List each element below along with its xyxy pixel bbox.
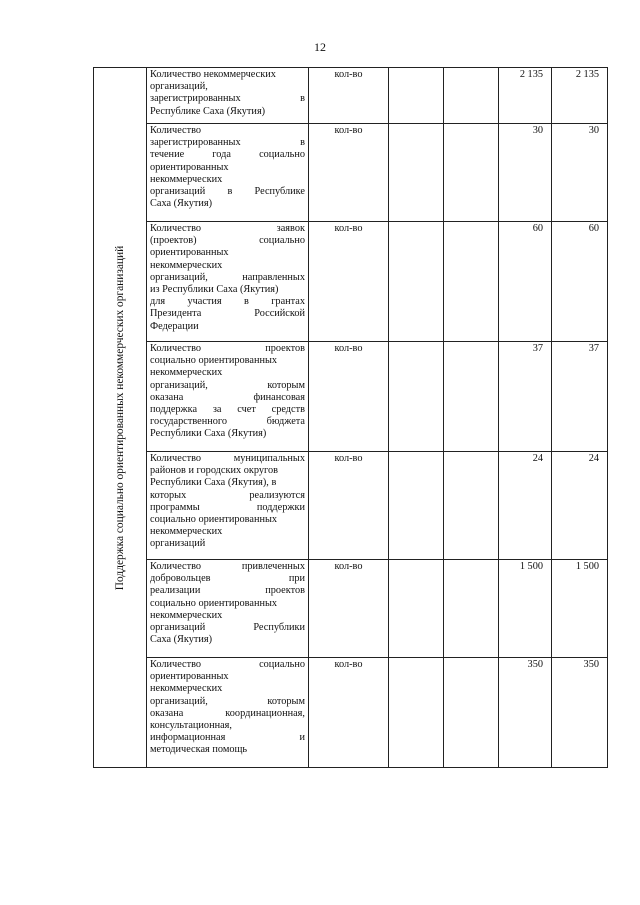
indicator-cell: [147, 658, 309, 768]
indicator-word: проектов: [265, 585, 305, 597]
indicator-line: районов и городских округов: [150, 465, 279, 477]
indicator-cell: [147, 68, 309, 124]
indicator-line: некоммерческих: [150, 367, 223, 379]
indicator-word: счет: [237, 404, 256, 416]
indicator-word: социально: [259, 235, 305, 247]
indicator-word: которым: [267, 695, 305, 707]
indicator-word: года: [212, 149, 231, 161]
indicator-word: Президента: [150, 308, 202, 320]
section-label: Поддержка социально ориентированных некоммерческих организаций: [113, 245, 126, 590]
indicator-line: [150, 696, 305, 708]
empty-cell: [444, 222, 499, 342]
indicator-word: организаций,: [150, 379, 208, 391]
indicator-word: заявок: [276, 223, 305, 234]
empty-cell: [444, 342, 499, 452]
value-cell: 60: [552, 222, 608, 342]
indicator-word: которых: [150, 489, 187, 501]
indicator-line: [150, 149, 305, 161]
table-row: [94, 452, 608, 560]
indicator-cell: [147, 452, 309, 560]
indicator-line: [150, 453, 305, 465]
indicator-line: Республике Саха (Якутия): [150, 105, 266, 117]
indicator-word: оказана: [150, 391, 184, 403]
indicator-cell: [147, 124, 309, 222]
indicator-line: [150, 137, 305, 149]
indicator-word: проектов: [265, 343, 305, 354]
empty-cell: [389, 452, 444, 560]
indicator-line: [150, 659, 305, 671]
value-cell: 2 135: [499, 68, 552, 124]
indicator-line: некоммерческих: [150, 526, 223, 538]
indicator-word: за: [212, 404, 222, 416]
indicator-line: [150, 502, 305, 514]
unit-cell: кол-во: [309, 452, 389, 560]
empty-cell: [389, 658, 444, 768]
table-row: [94, 658, 608, 768]
indicator-line: Количество некоммерческих: [150, 69, 276, 80]
table-row: [94, 222, 608, 342]
indicator-word: реализации: [150, 585, 201, 597]
indicator-word: направленных: [242, 271, 305, 283]
table-row: [94, 124, 608, 222]
indicator-word: которым: [267, 379, 305, 391]
indicator-word: поддержки: [256, 501, 305, 513]
indicator-word: при: [288, 573, 305, 585]
indicator-word: социально: [259, 149, 305, 161]
indicator-line: некоммерческих: [150, 173, 223, 185]
empty-cell: [444, 124, 499, 222]
indicator-line: [150, 732, 305, 744]
value-cell: 30: [552, 124, 608, 222]
indicator-word: добровольцев: [150, 573, 211, 585]
indicator-word: государственного: [150, 416, 227, 428]
indicator-word: грантах: [271, 296, 305, 308]
indicators-table: [93, 67, 608, 768]
indicator-line: ориентированных: [150, 161, 229, 173]
unit-cell: кол-во: [309, 222, 389, 342]
indicator-word: информационная: [150, 732, 226, 744]
unit-cell: кол-во: [309, 560, 389, 658]
indicator-word: социально: [259, 659, 305, 670]
empty-cell: [389, 560, 444, 658]
indicator-word: зарегистрированных: [150, 137, 241, 149]
indicator-word: муниципальных: [233, 453, 305, 464]
indicator-line: некоммерческих: [150, 259, 223, 271]
value-cell: 37: [552, 342, 608, 452]
indicator-word: организаций,: [150, 695, 208, 707]
indicator-line: Саха (Якутия): [150, 198, 213, 210]
indicator-word: организаций,: [150, 271, 208, 283]
indicator-word: организаций: [150, 186, 206, 198]
unit-cell: кол-во: [309, 342, 389, 452]
indicator-word: Республике: [254, 186, 305, 198]
empty-cell: [444, 68, 499, 124]
indicator-word: Российской: [254, 308, 305, 320]
unit-cell: кол-во: [309, 658, 389, 768]
indicator-line: [150, 343, 305, 355]
indicator-line: некоммерческих: [150, 609, 223, 621]
table-row: [94, 68, 608, 124]
indicator-cell: [147, 560, 309, 658]
indicator-word: в: [300, 137, 305, 149]
value-cell: 37: [499, 342, 552, 452]
indicator-word: Количество: [150, 223, 202, 234]
empty-cell: [444, 560, 499, 658]
indicator-word: Количество: [150, 453, 202, 464]
indicator-line: из Республики Саха (Якутия): [150, 284, 279, 296]
indicator-line: [150, 416, 305, 428]
indicator-line: социально ориентированных: [150, 355, 278, 367]
empty-cell: [444, 452, 499, 560]
indicator-line: Саха (Якутия): [150, 634, 213, 646]
indicator-line: некоммерческих: [150, 683, 223, 695]
indicator-line: [150, 404, 305, 416]
indicator-word: и: [299, 732, 305, 744]
indicator-word: Количество: [150, 343, 202, 354]
value-cell: 350: [552, 658, 608, 768]
indicator-word: бюджета: [266, 416, 305, 428]
indicator-cell: [147, 342, 309, 452]
indicator-word: Республики: [253, 622, 305, 634]
value-cell: 24: [552, 452, 608, 560]
value-cell: 2 135: [552, 68, 608, 124]
indicator-word: оказана: [150, 707, 184, 719]
indicator-line: [150, 308, 305, 320]
indicator-word: течение: [150, 149, 185, 161]
value-cell: 30: [499, 124, 552, 222]
empty-cell: [389, 124, 444, 222]
indicator-line: [150, 380, 305, 392]
table-row: [94, 560, 608, 658]
indicator-word: организаций: [150, 622, 206, 634]
indicator-word: в: [300, 93, 305, 105]
indicator-word: средств: [271, 404, 305, 416]
page-number: 12: [314, 40, 326, 54]
indicator-line: [150, 93, 305, 105]
indicator-word: Количество: [150, 561, 202, 572]
indicator-word: (проектов): [150, 235, 197, 247]
indicator-word: для: [150, 296, 166, 308]
indicator-word: привлеченных: [241, 561, 305, 572]
indicator-line: [150, 708, 305, 720]
indicator-line: [150, 561, 305, 573]
empty-cell: [444, 658, 499, 768]
unit-cell: кол-во: [309, 68, 389, 124]
indicator-word: поддержка: [150, 404, 198, 416]
indicator-line: Республики Саха (Якутия), в: [150, 477, 277, 489]
table-row: [94, 342, 608, 452]
indicator-word: в: [244, 296, 249, 308]
indicator-line: [150, 622, 305, 634]
indicator-line: Федерации: [150, 320, 199, 332]
indicator-line: организаций: [150, 538, 206, 550]
indicator-word: в: [227, 186, 233, 198]
empty-cell: [389, 222, 444, 342]
indicator-line: ориентированных: [150, 247, 229, 259]
indicator-line: [150, 585, 305, 597]
indicator-line: [150, 235, 305, 247]
indicator-line: [150, 490, 305, 502]
indicator-line: социально ориентированных: [150, 597, 278, 609]
value-cell: 350: [499, 658, 552, 768]
indicator-line: [150, 296, 305, 308]
value-cell: 1 500: [499, 560, 552, 658]
empty-cell: [389, 68, 444, 124]
value-cell: 1 500: [552, 560, 608, 658]
indicator-line: организаций,: [150, 81, 208, 93]
indicator-word: финансовая: [253, 391, 305, 403]
indicator-line: консультационная,: [150, 720, 232, 732]
indicator-line: [150, 186, 305, 198]
indicator-line: [150, 392, 305, 404]
value-cell: 24: [499, 452, 552, 560]
indicator-line: ориентированных: [150, 671, 229, 683]
indicator-line: [150, 573, 305, 585]
indicator-word: участия: [187, 296, 222, 308]
indicator-line: Республики Саха (Якутия): [150, 428, 267, 440]
indicator-line: Количество: [150, 125, 202, 136]
indicator-line: методическая помощь: [150, 744, 248, 756]
section-cell: [94, 68, 147, 768]
empty-cell: [389, 342, 444, 452]
indicator-word: координационная,: [225, 707, 305, 719]
indicator-line: [150, 223, 305, 235]
unit-cell: кол-во: [309, 124, 389, 222]
value-cell: 60: [499, 222, 552, 342]
indicator-word: Количество: [150, 659, 202, 670]
indicator-word: программы: [150, 501, 200, 513]
indicator-line: [150, 272, 305, 284]
indicator-word: реализуются: [249, 489, 305, 501]
indicator-cell: [147, 222, 309, 342]
indicator-word: зарегистрированных: [150, 93, 241, 105]
indicator-line: социально ориентированных: [150, 514, 278, 526]
